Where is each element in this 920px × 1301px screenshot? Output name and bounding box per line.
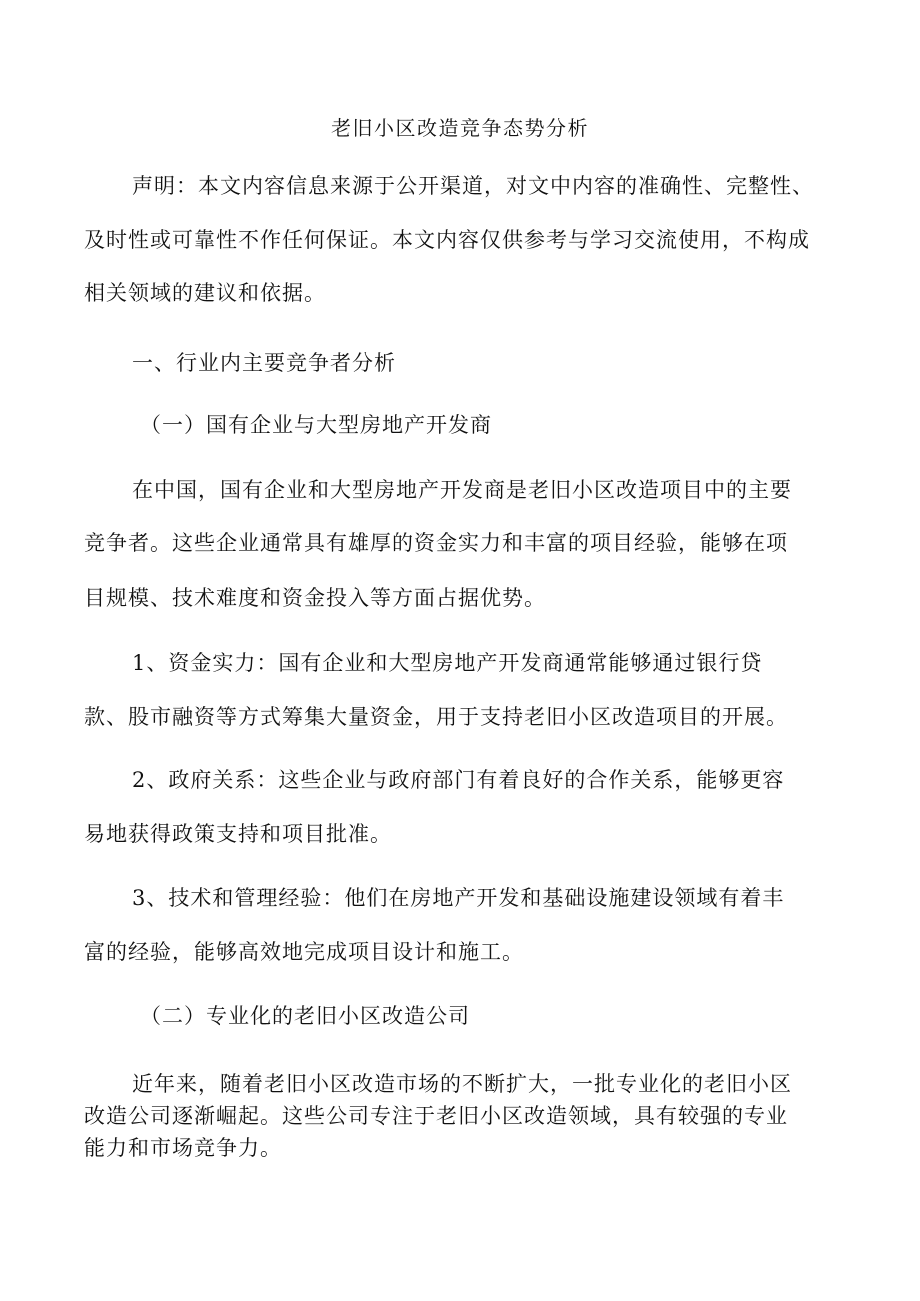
disclaimer-line-1: 声明：本文内容信息来源于公开渠道，对文中内容的准确性、完整性、	[132, 174, 814, 198]
paragraph-2-line-3: 能力和市场竞争力。	[84, 1136, 282, 1160]
paragraph-2-line-1: 近年来，随着老旧小区改造市场的不断扩大，一批专业化的老旧小区	[132, 1072, 792, 1096]
paragraph-1-line-1: 在中国，国有企业和大型房地产开发商是老旧小区改造项目中的主要	[132, 478, 792, 502]
paragraph-1-line-3: 目规模、技术难度和资金投入等方面占据优势。	[84, 586, 546, 610]
subsection-heading-1: （一）国有企业与大型房地产开发商	[140, 413, 492, 437]
document-title: 老旧小区改造竞争态势分析	[331, 116, 589, 140]
point-2-line-1: 2、政府关系：这些企业与政府部门有着良好的合作关系，能够更容	[132, 768, 785, 792]
point-3-line-1: 3、技术和管理经验：他们在房地产开发和基础设施建设领域有着丰	[132, 886, 785, 910]
disclaimer-line-2: 及时性或可靠性不作任何保证。本文内容仅供参考与学习交流使用，不构成	[84, 228, 810, 252]
section-heading: 一、行业内主要竞争者分析	[132, 351, 396, 375]
paragraph-1-line-2: 竞争者。这些企业通常具有雄厚的资金实力和丰富的项目经验，能够在项	[84, 531, 788, 555]
point-3-line-2: 富的经验，能够高效地完成项目设计和施工。	[84, 940, 524, 964]
subsection-heading-2: （二）专业化的老旧小区改造公司	[140, 1004, 470, 1028]
point-1-line-2: 款、股市融资等方式筹集大量资金，用于支持老旧小区改造项目的开展。	[84, 705, 788, 729]
disclaimer-line-3: 相关领域的建议和依据。	[84, 281, 326, 305]
point-1-line-1: 1、资金实力：国有企业和大型房地产开发商通常能够通过银行贷	[132, 651, 763, 675]
paragraph-2-line-2: 改造公司逐渐崛起。这些公司专注于老旧小区改造领域，具有较强的专业	[84, 1104, 788, 1128]
point-2-line-2: 易地获得政策支持和项目批准。	[84, 822, 392, 846]
